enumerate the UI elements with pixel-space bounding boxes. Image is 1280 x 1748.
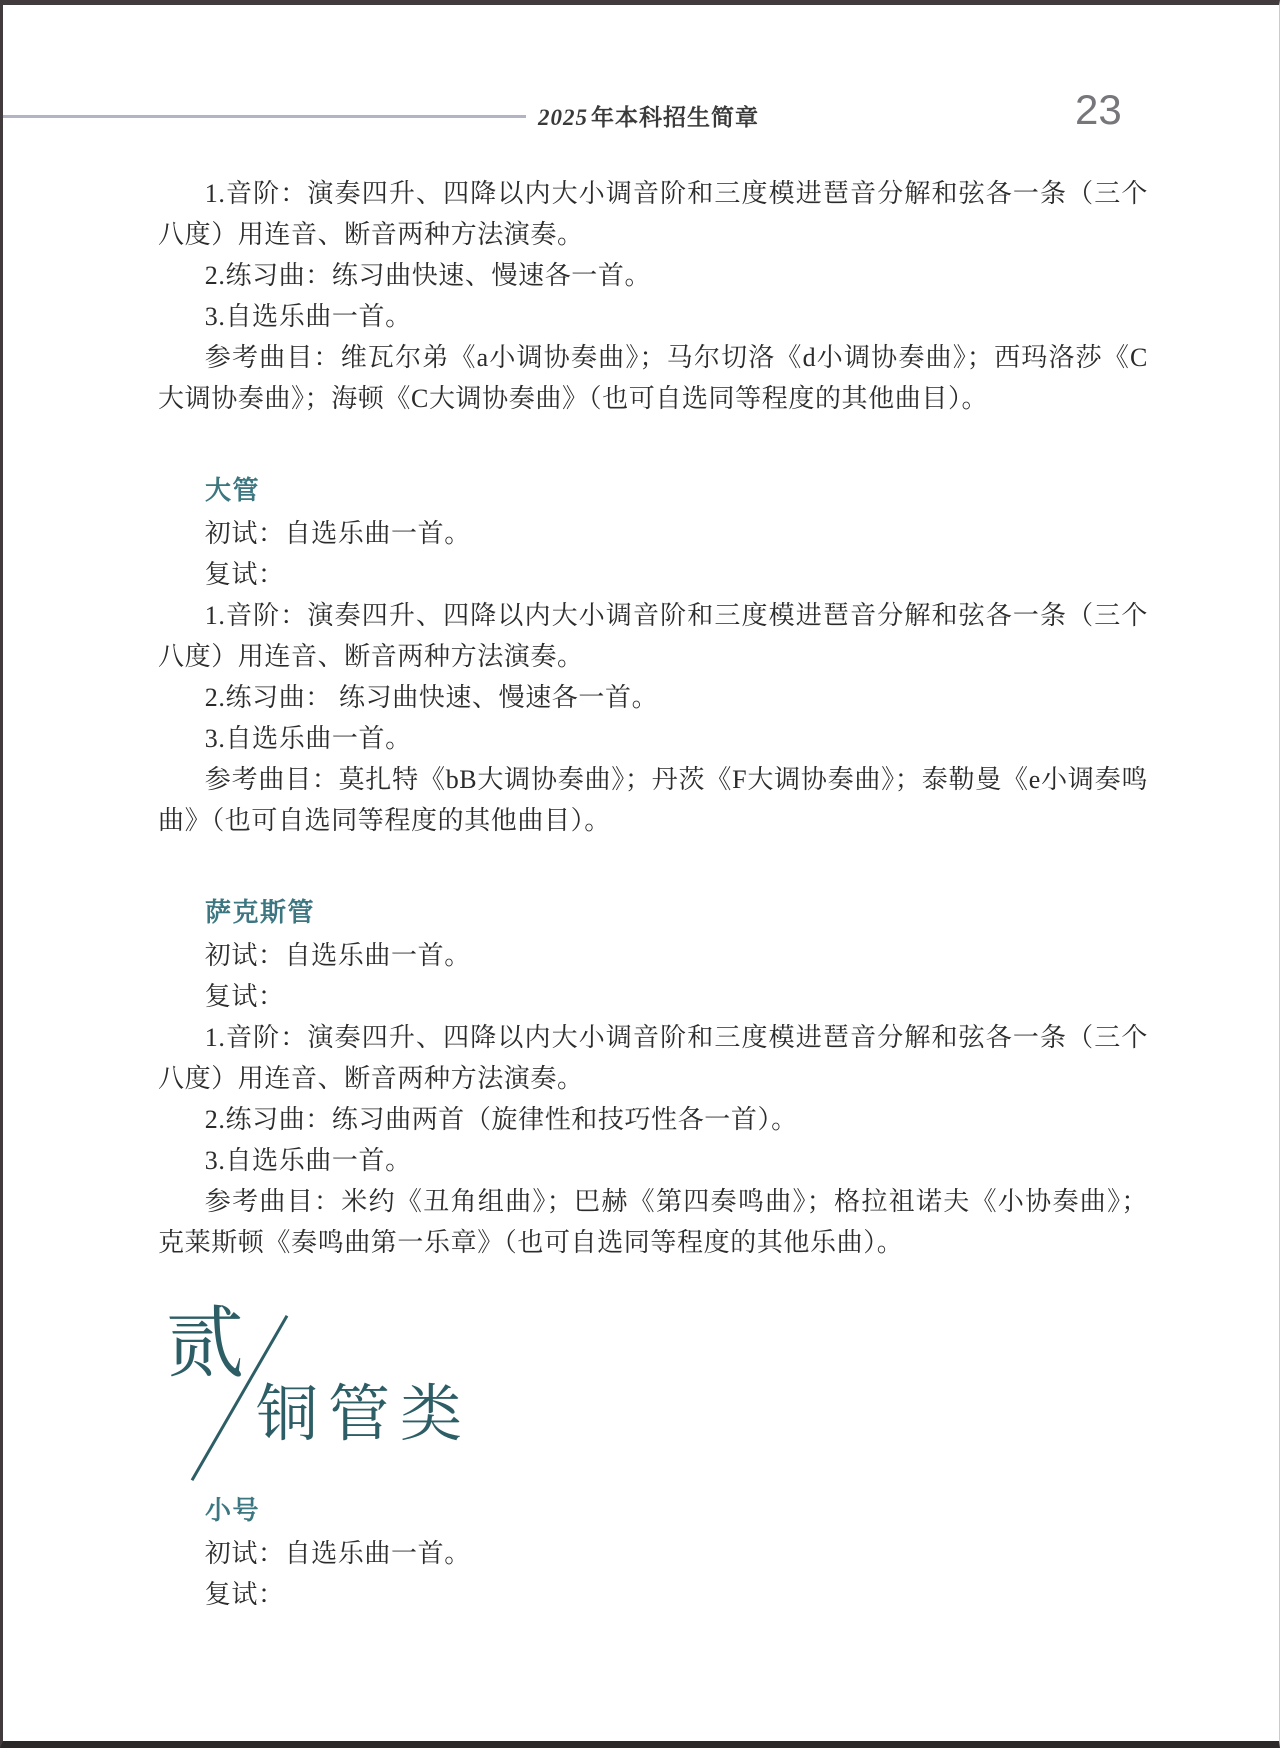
body-paragraph: 初试：自选乐曲一首。 [204,1539,471,1568]
header-year: 2025 [538,105,588,130]
header-title-text: 年本科招生简章 [591,105,759,130]
chapter-divider [158,1300,1148,1489]
body-paragraph: 参考曲目：莫扎特《bB大调协奏曲》；丹茨《F大调协奏曲》；泰勒曼《e小调奏鸣曲》（也可自选同等程度的其他曲目）。 [158,765,1148,835]
header-rule [3,115,526,118]
body-paragraph: 1.音阶：演奏四升、四降以内大小调音阶和三度模进琶音分解和弦各一条（三个八度）用连音、断音两种方法演奏。 [158,1023,1148,1093]
running-header-title [538,99,759,132]
body-paragraph: 复试： [204,982,285,1011]
body-paragraph: 2.练习曲：练习曲快速、慢速各一首。 [204,261,652,290]
body-paragraph: 3.自选乐曲一首。 [204,302,412,331]
body-paragraph: 1.音阶：演奏四升、四降以内大小调音阶和三度模进琶音分解和弦各一条（三个八度）用连音、断音两种方法演奏。 [158,179,1148,249]
section-heading-trumpet: 小号 [205,1495,261,1525]
body-paragraph: 初试：自选乐曲一首。 [204,941,471,970]
chapter-title: 铜管类 [256,1380,473,1449]
body-paragraph: 2.练习曲： 练习曲快速、慢速各一首。 [204,683,659,712]
section-heading-bassoon: 大管 [205,475,261,505]
body-paragraph: 复试： [204,560,285,589]
body-paragraph: 2.练习曲：练习曲两首（旋律性和技巧性各一首）。 [204,1105,798,1134]
page-number: 23 [1075,86,1122,133]
body-paragraph: 复试： [204,1580,285,1609]
chapter-numeral: 贰 [166,1300,245,1387]
body-paragraph: 参考曲目：米约《丑角组曲》；巴赫《第四奏鸣曲》；格拉祖诺夫《小协奏曲》；克莱斯顿《奏鸣曲第一乐章》（也可自选同等程度的其他乐曲）。 [158,1187,1148,1257]
section-heading-saxophone: 萨克斯管 [205,897,316,927]
body-paragraph: 3.自选乐曲一首。 [204,724,412,753]
body-paragraph: 3.自选乐曲一首。 [204,1146,412,1175]
body-paragraph: 参考曲目：维瓦尔弟《a小调协奏曲》；马尔切洛《d小调协奏曲》；西玛洛莎《C大调协奏曲》；海顿《C大调协奏曲》（也可自选同等程度的其他曲目）。 [158,343,1148,413]
page-content [158,173,1148,1615]
body-paragraph: 初试：自选乐曲一首。 [204,519,471,548]
body-paragraph: 1.音阶：演奏四升、四降以内大小调音阶和三度模进琶音分解和弦各一条（三个八度）用连音、断音两种方法演奏。 [158,601,1148,671]
